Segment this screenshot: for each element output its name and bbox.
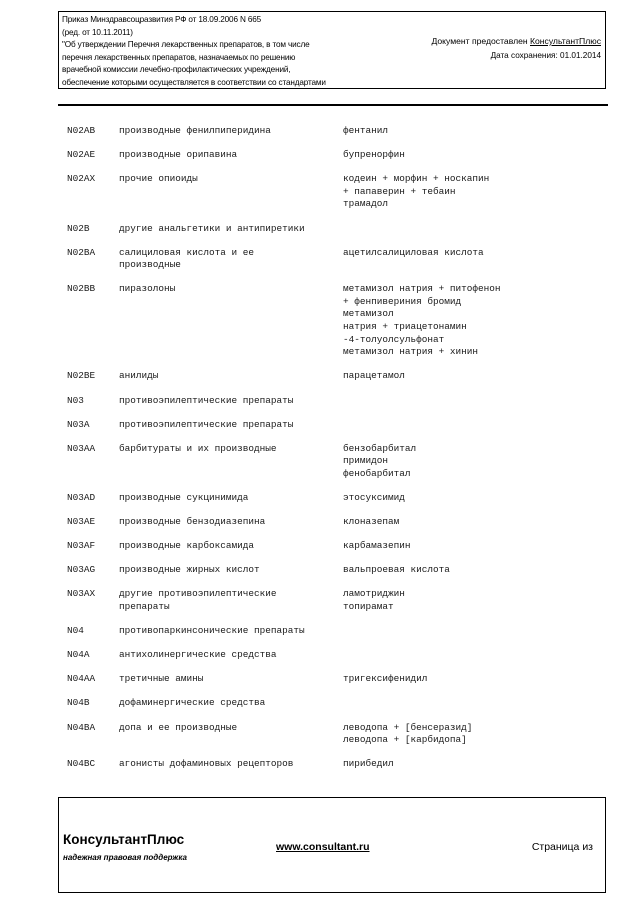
drug-line: метамизол натрия + питофенон	[343, 283, 501, 295]
group-line: салициловая кислота и ее	[119, 246, 255, 258]
drug-names	[343, 722, 472, 747]
drug-line: топирамат	[343, 600, 394, 612]
atc-code: N04A	[67, 649, 90, 661]
group-line: препараты	[119, 600, 170, 612]
drug-line: клоназепам	[343, 516, 400, 528]
group-line: допа и ее производные	[119, 721, 238, 733]
group-line: агонисты дофаминовых рецепторов	[119, 758, 294, 770]
pharmacological-group	[119, 649, 277, 662]
pharmacological-group	[119, 564, 260, 577]
atc-code: N04B	[67, 697, 90, 709]
atc-code: N04	[67, 625, 84, 637]
header-document-title	[62, 14, 362, 90]
drug-names	[343, 149, 405, 162]
drug-line: тригексифенидил	[343, 673, 428, 685]
provided-by	[431, 36, 601, 46]
pharmacological-group	[119, 722, 237, 735]
pharmacological-group	[119, 370, 158, 383]
pharmacological-group	[119, 395, 293, 408]
drug-line: -4-толуолсульфонат	[343, 333, 445, 345]
pharmacological-group	[119, 443, 277, 456]
atc-code: N03	[67, 394, 84, 406]
drug-line: бензобарбитал	[343, 442, 417, 454]
group-line: производные бензодиазепина	[119, 516, 266, 528]
pharmacological-group	[119, 247, 254, 272]
drug-line: карбамазепин	[343, 540, 411, 552]
group-line: производные	[119, 259, 181, 271]
drug-line: ламотриджин	[343, 588, 405, 600]
atc-code: N02BA	[67, 246, 96, 258]
drug-line: вальпроевая кислота	[343, 564, 450, 576]
atc-code: N03AX	[67, 588, 96, 600]
pharmacological-group	[119, 697, 265, 710]
atc-code: N03AE	[67, 516, 96, 528]
pharmacological-group	[119, 419, 293, 432]
drug-line: примидон	[343, 455, 389, 467]
drug-line: кодеин + морфин + носкапин	[343, 173, 490, 185]
group-line: прочие опиоиды	[119, 173, 198, 185]
footer-brand: КонсультантПлюс	[63, 832, 185, 847]
group-line: другие противоэпилептические	[119, 588, 277, 600]
drug-line: + фенпивериния бромид	[343, 295, 462, 307]
atc-code: N02BE	[67, 370, 96, 382]
atc-code: N03AA	[67, 442, 96, 454]
atc-code: N02AB	[67, 125, 96, 136]
group-line: дофаминергические средства	[119, 697, 266, 709]
header-line: "Об утверждении Перечня лекарственных препаратов, в том числе	[62, 40, 310, 50]
pharmacological-group	[119, 223, 305, 236]
atc-code: N03AF	[67, 540, 96, 552]
pharmacological-group	[119, 283, 175, 296]
group-line: третичные амины	[119, 673, 204, 685]
footer-slogan: надежная правовая поддержка	[63, 853, 187, 862]
drug-line: метамизол	[343, 308, 394, 320]
pharmacological-group	[119, 125, 271, 138]
drug-names	[343, 540, 411, 553]
atc-code: N02BB	[67, 283, 96, 295]
pharmacological-group	[119, 516, 265, 529]
drug-line: + папаверин + тебаин	[343, 185, 456, 197]
pharmacological-group	[119, 588, 277, 613]
atc-code: N02AE	[67, 149, 96, 161]
drug-names	[343, 247, 484, 260]
header-line: (ред. от 10.11.2011)	[62, 27, 133, 37]
group-line: пиразолоны	[119, 283, 176, 295]
group-line: производные орипавина	[119, 149, 238, 161]
group-line: противопаркинсонические препараты	[119, 625, 305, 637]
atc-code: N03A	[67, 418, 90, 430]
pharmacological-group	[119, 673, 203, 686]
drug-line: леводопа + [карбидопа]	[343, 734, 467, 746]
group-line: производные сукцинимида	[119, 492, 249, 503]
atc-code: N04AA	[67, 673, 96, 685]
atc-code: N04BC	[67, 758, 96, 770]
drug-line: этосуксимид	[343, 492, 405, 503]
drug-line: метамизол натрия + хинин	[343, 346, 479, 358]
drug-line: пирибедил	[343, 758, 394, 770]
pharmacological-group	[119, 625, 305, 638]
drug-line: бупренорфин	[343, 149, 405, 161]
pharmacological-group	[119, 149, 237, 162]
group-line: анилиды	[119, 370, 159, 382]
drug-line: фенобарбитал	[343, 467, 411, 479]
header-line: перечня лекарственных препаратов, назначаемых по решению	[62, 52, 296, 62]
header-divider	[58, 104, 608, 106]
drug-names	[343, 673, 427, 686]
group-line: барбитураты и их производные	[119, 442, 277, 454]
provided-brand-link[interactable]: КонсультантПлюс	[530, 36, 601, 46]
atc-code: N02AX	[67, 173, 96, 185]
atc-code: N03AG	[67, 564, 96, 576]
pharmacological-group	[119, 540, 254, 553]
header-line: обеспечение которыми осуществляется в соответствии со стандартами	[62, 77, 326, 87]
atc-code: N02B	[67, 222, 90, 234]
save-date: Дата сохранения: 01.01.2014	[490, 51, 601, 60]
drug-names	[343, 758, 394, 771]
drug-line: натрия + триацетонамин	[343, 321, 467, 333]
group-line: производные жирных кислот	[119, 564, 260, 576]
drug-line: ацетилсалициловая кислота	[343, 246, 484, 258]
footer-page-number: Страница из	[531, 841, 593, 853]
drug-names	[343, 125, 388, 138]
drug-names	[343, 516, 399, 529]
atc-code: N03AD	[67, 492, 96, 503]
provided-prefix: Документ предоставлен	[431, 36, 530, 46]
drug-line: трамадол	[343, 198, 389, 210]
drug-names	[343, 173, 489, 211]
header-line: Приказ Минздравсоцразвития РФ от 18.09.2006 N 665	[62, 15, 262, 24]
group-line: другие анальгетики и антипиретики	[119, 222, 305, 234]
atc-code: N04BA	[67, 721, 96, 733]
group-line: производные фенилпиперидина	[119, 125, 271, 136]
header-line: врачебной комиссии лечебно-профилактических учреждений,	[62, 65, 291, 75]
group-line: противоэпилептические препараты	[119, 418, 294, 430]
drug-line: леводопа + [бенсеразид]	[343, 721, 473, 733]
drug-line: парацетамол	[343, 370, 405, 382]
pharmacological-group	[119, 758, 293, 771]
drug-names	[343, 588, 405, 613]
pharmacological-group	[119, 173, 198, 186]
pharmacological-group	[119, 492, 248, 505]
drug-names	[343, 443, 416, 481]
group-line: производные карбоксамида	[119, 540, 255, 552]
group-line: противоэпилептические препараты	[119, 394, 294, 406]
drug-line: фентанил	[343, 125, 389, 136]
drug-names	[343, 370, 405, 383]
drug-names	[343, 564, 450, 577]
drug-names	[343, 283, 501, 359]
group-line: антихолинергические средства	[119, 649, 277, 661]
footer-site-link[interactable]: www.consultant.ru	[276, 841, 370, 853]
drug-names	[343, 492, 405, 505]
